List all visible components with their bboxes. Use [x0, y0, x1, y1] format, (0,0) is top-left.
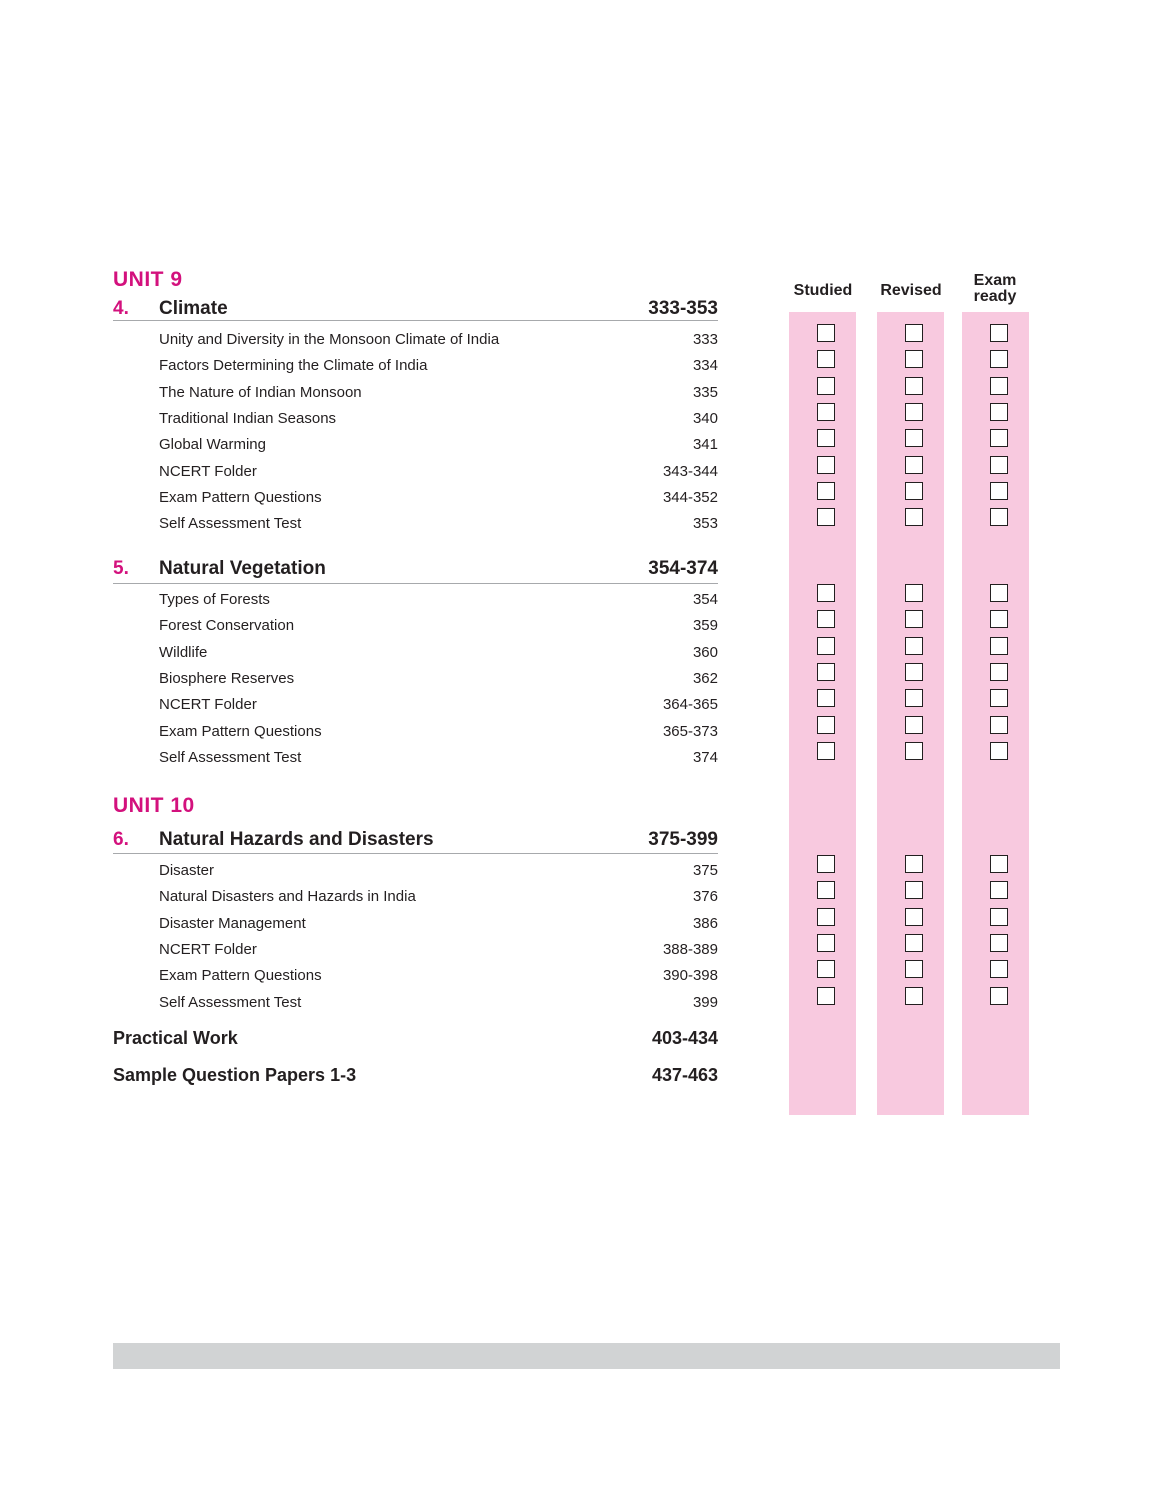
exam-ready-checkbox[interactable] — [990, 482, 1008, 500]
chapter-number: 6. — [113, 829, 129, 850]
topic-title: Self Assessment Test — [159, 748, 302, 766]
exam-ready-checkbox[interactable] — [990, 689, 1008, 707]
topic-title: Biosphere Reserves — [159, 669, 295, 687]
chapter-divider — [113, 583, 718, 584]
chapter-pages: 354-374 — [648, 558, 718, 579]
exam-ready-checkbox[interactable] — [990, 881, 1008, 899]
unit-10-title: UNIT 10 — [113, 794, 195, 817]
revised-checkbox[interactable] — [905, 482, 923, 500]
unit-9-title: UNIT 9 — [113, 268, 183, 291]
chapter-title: Natural Hazards and Disasters — [159, 829, 434, 850]
studied-checkbox[interactable] — [817, 689, 835, 707]
topic-title: Types of Forests — [159, 591, 270, 608]
revised-column-header: Revised — [880, 282, 942, 299]
studied-checkbox[interactable] — [817, 377, 835, 395]
studied-checkbox[interactable] — [817, 637, 835, 655]
studied-checkbox[interactable] — [817, 881, 835, 899]
topic-title: Disaster — [159, 862, 215, 879]
exam-ready-checkbox[interactable] — [990, 610, 1008, 628]
chapter-divider — [113, 853, 718, 854]
studied-checkbox[interactable] — [817, 508, 835, 526]
topic-title: NCERT Folder — [159, 940, 257, 958]
topic-page: 354 — [692, 591, 718, 608]
topic-title: Exam Pattern Questions — [159, 722, 322, 740]
revised-checkbox[interactable] — [905, 377, 923, 395]
revised-checkbox[interactable] — [905, 429, 923, 447]
revised-checkbox[interactable] — [905, 324, 923, 342]
revised-checkbox[interactable] — [905, 689, 923, 707]
topic-page: 343-344 — [662, 462, 718, 480]
exam-ready-checkbox[interactable] — [990, 908, 1008, 926]
revised-checkbox[interactable] — [905, 456, 923, 474]
exam-ready-checkbox[interactable] — [990, 377, 1008, 395]
studied-checkbox[interactable] — [817, 429, 835, 447]
topic-page: 362 — [692, 669, 718, 687]
studied-checkbox[interactable] — [817, 934, 835, 952]
studied-checkbox[interactable] — [817, 324, 835, 342]
topic-page: 334 — [692, 357, 718, 375]
revised-checkbox[interactable] — [905, 742, 923, 760]
topic-title: Global Warming — [159, 436, 266, 454]
revised-checkbox[interactable] — [905, 960, 923, 978]
exam-ready-checkbox[interactable] — [990, 742, 1008, 760]
topic-page: 341 — [692, 436, 718, 454]
chapter-pages: 333-353 — [648, 298, 718, 319]
topic-page: 386 — [692, 914, 718, 932]
exam-ready-checkbox[interactable] — [990, 637, 1008, 655]
revised-checkbox[interactable] — [905, 855, 923, 873]
revised-checkbox[interactable] — [905, 637, 923, 655]
topic-page: 344-352 — [662, 488, 718, 506]
exam-ready-checkbox[interactable] — [990, 584, 1008, 602]
topic-title: Self Assessment Test — [159, 993, 302, 1011]
footer-bar — [113, 1343, 1060, 1369]
topic-title: Factors Determining the Climate of India — [159, 357, 428, 375]
revised-checkbox[interactable] — [905, 610, 923, 628]
topic-title: Disaster Management — [159, 914, 306, 932]
studied-checkbox[interactable] — [817, 742, 835, 760]
topic-title: NCERT Folder — [159, 696, 257, 714]
revised-checkbox[interactable] — [905, 663, 923, 681]
topic-title: NCERT Folder — [159, 462, 257, 480]
topic-title: Traditional Indian Seasons — [159, 409, 337, 427]
exam-ready-checkbox[interactable] — [990, 987, 1008, 1005]
studied-checkbox[interactable] — [817, 350, 835, 368]
exam-ready-checkbox[interactable] — [990, 934, 1008, 952]
sample-papers-title: Sample Question Papers 1-3 — [113, 1065, 357, 1085]
exam-ready-checkbox[interactable] — [990, 855, 1008, 873]
exam-ready-checkbox[interactable] — [990, 403, 1008, 421]
exam-ready-checkbox[interactable] — [990, 350, 1008, 368]
topic-page: 340 — [692, 409, 718, 427]
topic-page: 390-398 — [662, 967, 718, 985]
studied-checkbox[interactable] — [817, 855, 835, 873]
studied-checkbox[interactable] — [817, 482, 835, 500]
studied-checkbox[interactable] — [817, 960, 835, 978]
studied-checkbox[interactable] — [817, 716, 835, 734]
exam-ready-checkbox[interactable] — [990, 508, 1008, 526]
exam-ready-checkbox[interactable] — [990, 663, 1008, 681]
topic-page: 333 — [692, 331, 718, 348]
exam-ready-checkbox[interactable] — [990, 960, 1008, 978]
topic-title: Exam Pattern Questions — [159, 967, 322, 985]
studied-checkbox[interactable] — [817, 610, 835, 628]
topic-title: Wildlife — [159, 643, 208, 661]
studied-checkbox[interactable] — [817, 908, 835, 926]
exam-ready-checkbox[interactable] — [990, 716, 1008, 734]
topic-page: 375 — [692, 862, 718, 879]
revised-checkbox[interactable] — [905, 584, 923, 602]
chapter-number: 4. — [113, 298, 129, 319]
topic-title: Natural Disasters and Hazards in India — [159, 888, 416, 906]
topic-page: 335 — [692, 383, 718, 401]
revised-checkbox[interactable] — [905, 987, 923, 1005]
revised-checkbox[interactable] — [905, 403, 923, 421]
revised-checkbox[interactable] — [905, 881, 923, 899]
studied-checkbox[interactable] — [817, 663, 835, 681]
chapter-pages: 375-399 — [648, 829, 718, 850]
chapter-divider — [113, 320, 718, 321]
revised-checkbox[interactable] — [905, 350, 923, 368]
studied-column-header: Studied — [793, 282, 853, 299]
topic-page: 374 — [692, 748, 718, 766]
exam-ready-checkbox[interactable] — [990, 324, 1008, 342]
revised-checkbox[interactable] — [905, 508, 923, 526]
topic-page: 353 — [692, 515, 718, 533]
topic-title: Unity and Diversity in the Monsoon Climate of India — [159, 331, 500, 348]
topic-title: Forest Conservation — [159, 617, 295, 635]
topic-page: 388-389 — [662, 940, 718, 958]
chapter-number: 5. — [113, 558, 129, 579]
topic-title: The Nature of Indian Monsoon — [159, 383, 362, 401]
exam-ready-checkbox[interactable] — [990, 429, 1008, 447]
topic-title: Exam Pattern Questions — [159, 488, 322, 506]
topic-page: 365-373 — [662, 722, 718, 740]
chapter-title: Natural Vegetation — [159, 558, 326, 579]
topic-page: 359 — [692, 617, 718, 635]
revised-checkbox[interactable] — [905, 716, 923, 734]
practical-work-title: Practical Work — [113, 1028, 238, 1048]
topic-page: 364-365 — [662, 696, 718, 714]
studied-checkbox[interactable] — [817, 403, 835, 421]
exam-ready-checkbox[interactable] — [990, 456, 1008, 474]
studied-checkbox[interactable] — [817, 456, 835, 474]
exam-ready-column-header: Exam ready — [973, 272, 1017, 305]
chapter-title: Climate — [159, 298, 228, 319]
topic-page: 360 — [692, 643, 718, 661]
studied-checkbox[interactable] — [817, 584, 835, 602]
sample-papers-pages: 437-463 — [651, 1065, 718, 1085]
studied-checkbox[interactable] — [817, 987, 835, 1005]
revised-checkbox[interactable] — [905, 934, 923, 952]
revised-checkbox[interactable] — [905, 908, 923, 926]
topic-page: 399 — [692, 993, 718, 1011]
topic-page: 376 — [692, 888, 718, 906]
practical-work-pages: 403-434 — [651, 1028, 718, 1048]
topic-title: Self Assessment Test — [159, 515, 302, 533]
